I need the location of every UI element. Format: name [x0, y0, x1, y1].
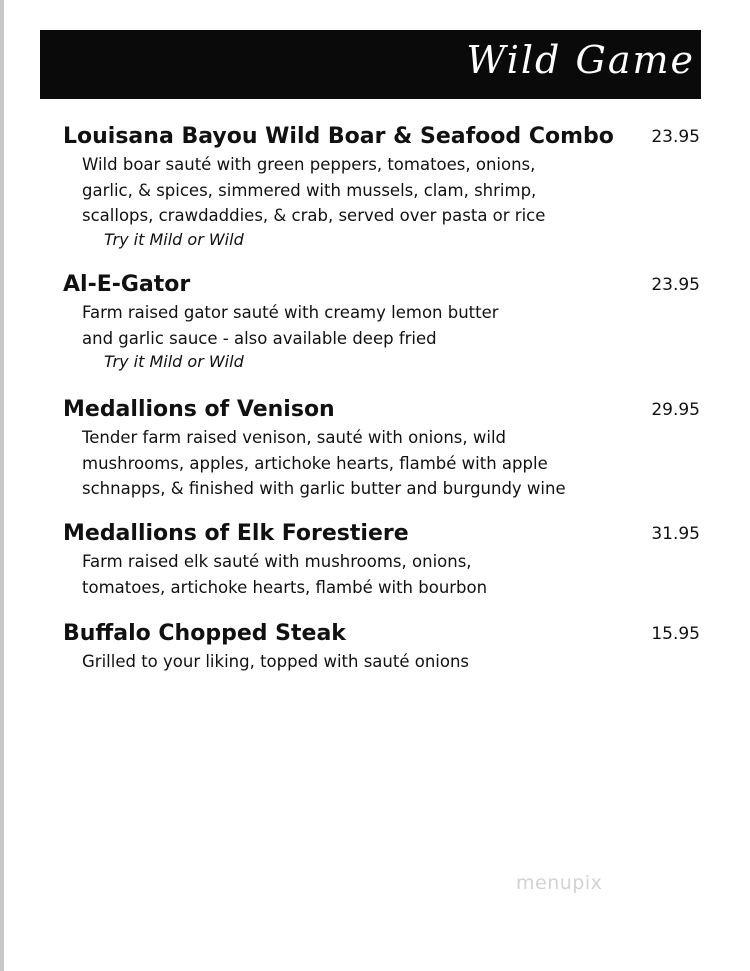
item-description-line: Wild boar sauté with green peppers, tomatoes, onions,	[82, 155, 536, 174]
item-description-line: and garlic sauce - also available deep fried	[82, 328, 437, 348]
item-name: Medallions of Venison	[63, 397, 335, 422]
item-note: Try it Mild or Wild	[104, 229, 244, 249]
item-description-line: garlic, & spices, simmered with mussels, clam, shrimp,	[82, 180, 537, 200]
item-description-line: tomatoes, artichoke hearts, flambé with bourbon	[82, 577, 488, 597]
item-note: Try it Mild or Wild	[104, 352, 244, 371]
item-description-line: scallops, crawdaddies, & crab, served over pasta or rice	[82, 206, 546, 225]
item-price: 31.95	[651, 524, 700, 544]
menu-item	[63, 395, 703, 502]
item-description-line: Grilled to your liking, topped with sauté onions	[82, 652, 470, 671]
menu-item	[63, 619, 703, 675]
item-name: Buffalo Chopped Steak	[63, 621, 346, 646]
section-title: Wild Game	[466, 38, 695, 82]
item-price: 23.95	[651, 127, 700, 147]
item-description-line: schnapps, & finished with garlic butter and burgundy wine	[82, 479, 566, 498]
section-banner	[40, 30, 701, 99]
item-description-line: Tender farm raised venison, sauté with onions, wild	[82, 428, 507, 447]
menu-item	[63, 519, 703, 600]
item-price: 29.95	[651, 400, 700, 420]
item-description-line: Farm raised elk sauté with mushrooms, onions,	[82, 552, 472, 571]
item-name: Louisana Bayou Wild Boar & Seafood Combo	[63, 124, 614, 149]
scan-edge	[0, 0, 4, 971]
item-name: Medallions of Elk Forestiere	[63, 521, 409, 546]
item-description-line: mushrooms, apples, artichoke hearts, flambé with apple	[82, 453, 548, 473]
item-description-line: Farm raised gator sauté with creamy lemon butter	[82, 303, 499, 322]
menu-item	[63, 270, 703, 373]
watermark: menupix	[516, 872, 603, 894]
item-name: Al-E-Gator	[63, 272, 191, 297]
item-price: 23.95	[651, 275, 700, 295]
item-price: 15.95	[651, 624, 700, 644]
menu-item	[63, 122, 703, 251]
